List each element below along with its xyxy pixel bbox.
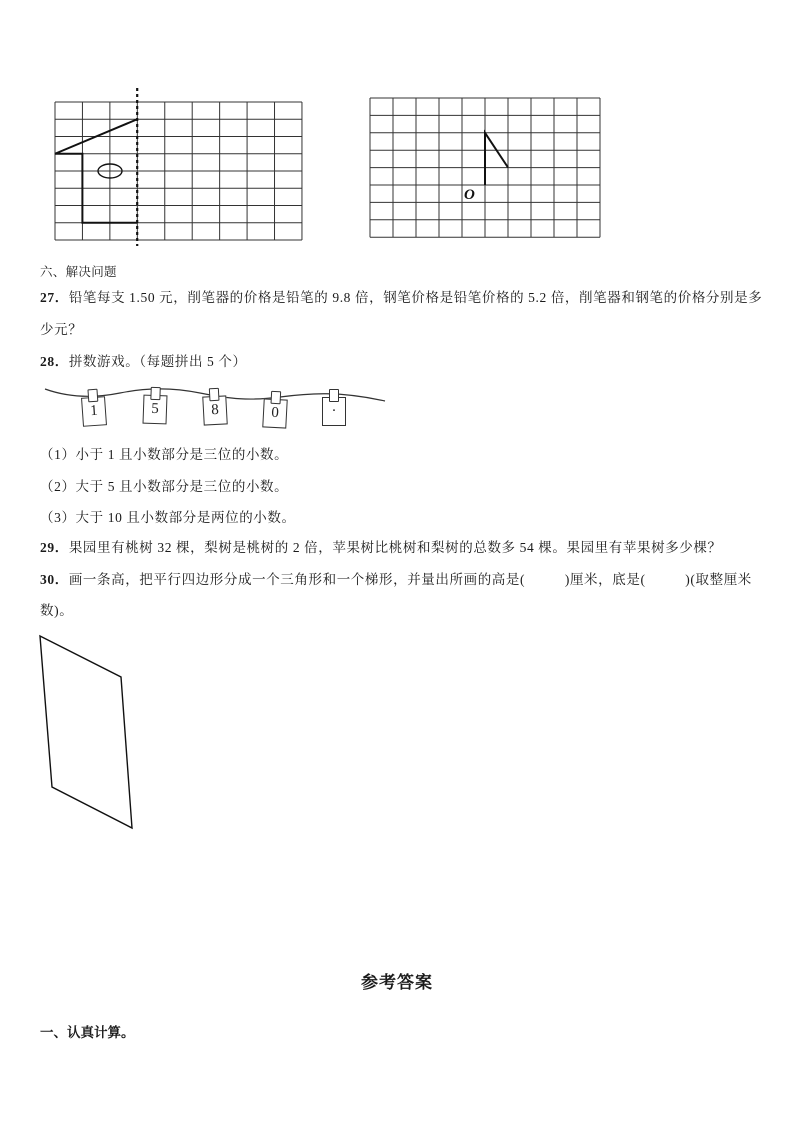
parallelogram xyxy=(40,636,132,828)
question-27-line-2: 少元？ xyxy=(40,322,83,337)
card-clip xyxy=(87,389,98,403)
number-card-point xyxy=(322,397,346,426)
question-number: 28． xyxy=(40,354,69,369)
number-card-1 xyxy=(81,396,107,427)
card-value: 8 xyxy=(210,401,220,419)
question-27-line-1 xyxy=(40,289,762,307)
question-text: 画一条高，把平行四边形分成一个三角形和一个梯形，并量出所画的高是( )厘米，底是( )(取整厘米 xyxy=(68,572,752,587)
question-28 xyxy=(40,353,247,371)
question-number: 29． xyxy=(40,540,69,555)
card-clip xyxy=(271,391,282,405)
card-value: 5 xyxy=(150,400,160,418)
symmetry-grid xyxy=(55,102,302,240)
answer-section-1-heading: 一、认真计算。 xyxy=(40,1025,135,1040)
number-card-0 xyxy=(262,398,287,428)
card-clip xyxy=(329,389,339,402)
card-value: 1 xyxy=(89,402,99,420)
number-card-5 xyxy=(143,395,168,425)
question-number: 30． xyxy=(40,572,69,587)
question-28-part-3: （3）大于 10 且小数部分是两位的小数。 xyxy=(40,510,296,525)
card-value: · xyxy=(331,403,337,419)
question-30-line-2: 数)。 xyxy=(40,603,74,618)
question-text: 拼数游戏。（每题拼出 5 个） xyxy=(68,354,247,369)
point-o-label: O xyxy=(464,187,475,203)
answer-key-title: 参考答案 xyxy=(361,973,433,992)
card-clip xyxy=(209,388,220,402)
question-29 xyxy=(40,539,722,557)
question-28-part-2: （2）大于 5 且小数部分是三位的小数。 xyxy=(40,479,289,494)
number-card-8 xyxy=(202,395,227,425)
question-number: 27． xyxy=(40,290,69,305)
question-28-part-1: （1）小于 1 且小数部分是三位的小数。 xyxy=(40,447,289,462)
section-title: 六、解决问题 xyxy=(40,265,117,279)
card-clip xyxy=(150,387,160,400)
question-30-line-1 xyxy=(40,571,752,589)
rotation-figure xyxy=(485,133,508,185)
card-value: 0 xyxy=(270,404,280,422)
question-text: 铅笔每支 1.50 元，削笔器的价格是铅笔的 9.8 倍，钢笔价格是铅笔价格的 5.2 倍，削笔器和钢笔的价格分别是多 xyxy=(68,290,763,305)
question-text: 果园里有桃树 32 棵，梨树是桃树的 2 倍，苹果树比桃树和梨树的总数多 54 棵。果园里有苹果树多少棵？ xyxy=(68,540,722,555)
